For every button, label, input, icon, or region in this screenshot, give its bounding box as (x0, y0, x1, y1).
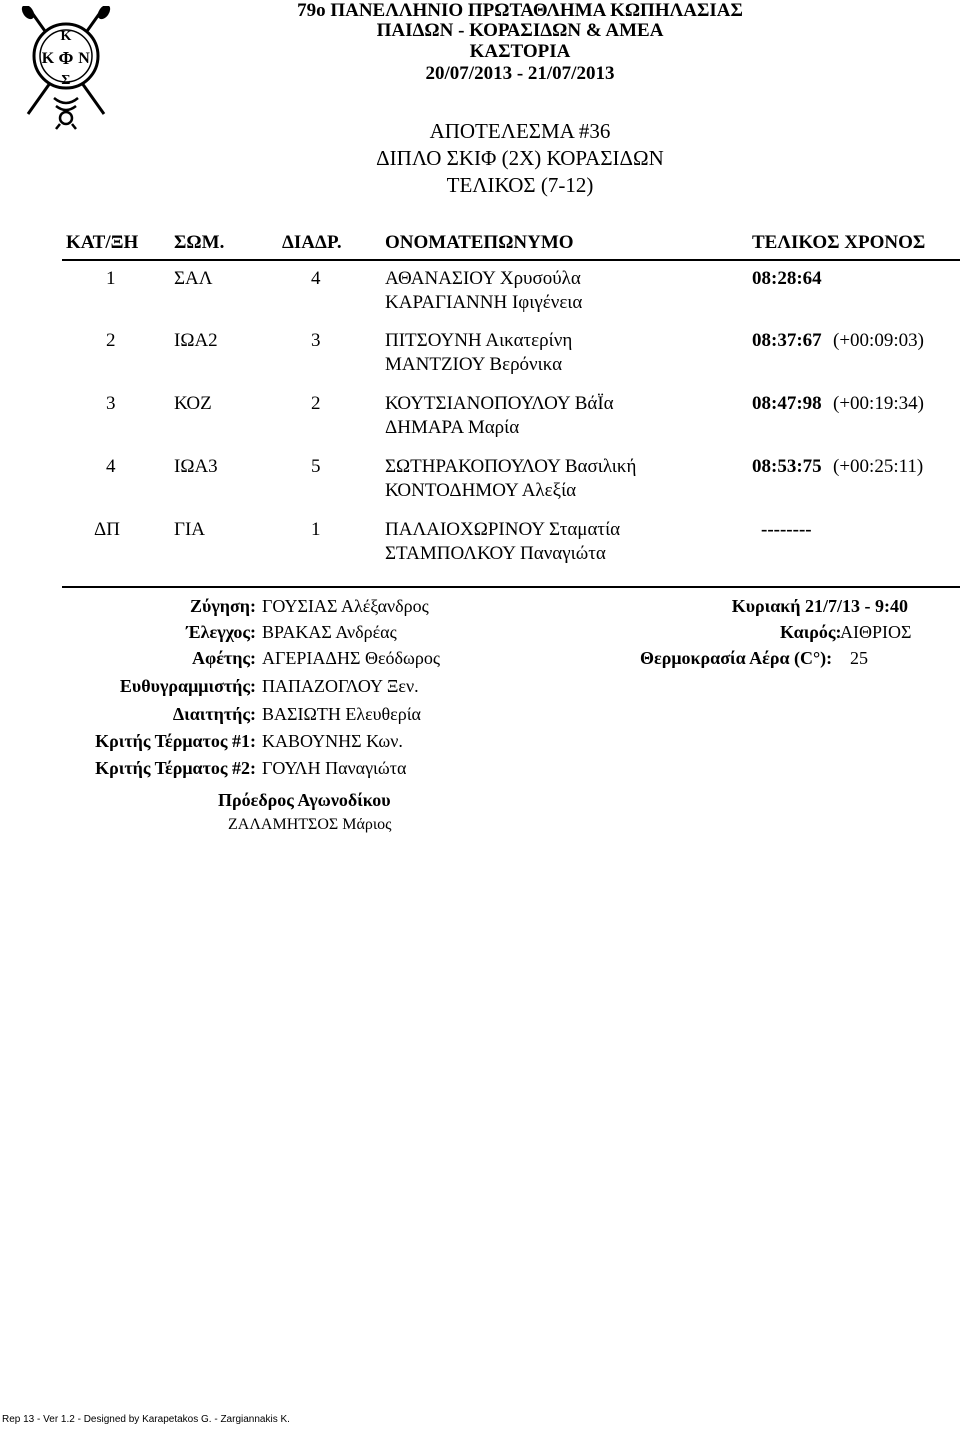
official-value: ΓΟΥΣΙΑΣ Αλέξανδρος (262, 596, 429, 616)
rank-cell: 4 (106, 456, 116, 477)
race-stage: ΤΕΛΙΚΟΣ (7-12) (446, 173, 594, 197)
rower-1-cell: ΚΟΥΤΣΙΑΝΟΠΟΥΛΟΥ ΒάΪα (385, 393, 614, 414)
official-label: Έλεγχος: (186, 622, 256, 642)
header-divider (62, 259, 960, 261)
svg-text:Φ: Φ (58, 48, 74, 68)
official-value: ΠΑΠΑΖΟΓΛΟΥ Ξεν. (262, 676, 419, 696)
column-header-rank: ΚΑΤ/ΞΗ (66, 232, 139, 253)
race-datetime: Κυριακή 21/7/13 - 9:40 (731, 596, 908, 616)
club-cell: ΓΙΑ (174, 519, 206, 540)
lane-cell: 1 (311, 519, 321, 540)
rower-1-cell: ΣΩΤΗΡΑΚΟΠΟΥΛΟΥ Βασιλική (385, 456, 637, 477)
federation-logo (20, 6, 112, 130)
official-value: ΓΟΥΛΗ Παναγιώτα (262, 758, 407, 778)
rower-2-cell: ΔΗΜΑΡΑ Μαρία (385, 417, 520, 438)
official-label: Ζύγηση: (190, 596, 256, 616)
official-value: ΚΑΒΟΥΝΗΣ Κων. (262, 731, 403, 751)
official-label: Κριτής Τέρματος #2: (95, 758, 256, 778)
lane-cell: 5 (311, 456, 321, 477)
column-header-time: ΤΕΛΙΚΟΣ ΧΡΟΝΟΣ (752, 232, 926, 253)
svg-text:Κ: Κ (41, 50, 55, 67)
rower-2-cell: ΚΟΝΤΟΔΗΜΟΥ Αλεξία (385, 480, 577, 501)
diff-cell: (+00:09:03) (833, 330, 924, 351)
footer-credits: Rep 13 - Ver 1.2 - Designed by Karapetakos G. - Zargiannakis K. (2, 1414, 290, 1425)
lane-cell: 3 (311, 330, 321, 351)
official-value: ΑΓΕΡΙΑΔΗΣ Θεόδωρος (262, 648, 440, 668)
official-label: Ευθυγραμμιστής: (119, 676, 256, 696)
rower-1-cell: ΑΘΑΝΑΣΙΟΥ Χρυσούλα (385, 268, 581, 289)
lane-cell: 2 (311, 393, 321, 414)
event-title: 79ο ΠΑΝΕΛΛΗΝΙΟ ΠΡΩΤΑΘΛΗΜΑ ΚΩΠΗΛΑΣΙΑΣ (297, 0, 743, 21)
time-cell: 08:37:67 (752, 330, 822, 351)
official-label: Κριτής Τέρματος #1: (95, 731, 256, 751)
club-cell: ΙΩΑ3 (174, 456, 218, 477)
column-header-name: ΟΝΟΜΑΤΕΠΩΝΥΜΟ (385, 232, 574, 253)
column-header-lane: ΔΙΑΔΡ. (282, 232, 342, 253)
time-cell: 08:53:75 (752, 456, 822, 477)
event-venue: ΚΑΣΤΟΡΙΑ (469, 41, 571, 62)
club-cell: ΙΩΑ2 (174, 330, 218, 351)
weather-label: Καιρός: (780, 622, 842, 642)
official-value: ΒΑΣΙΩΤΗ Ελευθερία (262, 704, 421, 724)
weather-value: ΑΙΘΡΙΟΣ (840, 622, 912, 642)
temperature-label: Θερμοκρασία Αέρα (C°): (640, 648, 833, 668)
time-cell: -------- (761, 519, 812, 540)
official-label: Διαιτητής: (172, 704, 256, 724)
results-divider (62, 586, 960, 588)
rower-1-cell: ΠΑΛΑΙΟΧΩΡΙΝΟΥ Σταματία (385, 519, 621, 540)
diff-cell: (+00:25:11) (833, 456, 924, 477)
event-categories: ΠΑΙΔΩΝ - ΚΟΡΑΣΙΔΩΝ & ΑΜΕΑ (376, 20, 664, 41)
temperature-value: 25 (850, 648, 868, 668)
result-title: ΑΠΟΤΕΛΕΣΜΑ #36 (429, 119, 611, 143)
lane-cell: 4 (311, 268, 321, 289)
president-title: Πρόεδρος Αγωνοδίκου (218, 790, 391, 810)
official-value: ΒΡΑΚΑΣ Ανδρέας (262, 622, 397, 642)
rank-cell: 2 (106, 330, 116, 351)
time-cell: 08:47:98 (752, 393, 822, 414)
rower-2-cell: ΚΑΡΑΓΙΑΝΝΗ Ιφιγένεια (385, 292, 583, 313)
official-label: Αφέτης: (191, 648, 256, 668)
boat-class: ΔΙΠΛΟ ΣΚΙΦ (2Χ) ΚΟΡΑΣΙΔΩΝ (376, 146, 664, 170)
event-dates: 20/07/2013 - 21/07/2013 (425, 63, 615, 84)
rank-cell: 1 (106, 268, 116, 289)
club-cell: ΣΑΛ (174, 268, 213, 289)
svg-text:Σ: Σ (61, 73, 71, 88)
rank-cell: 3 (106, 393, 116, 414)
rower-2-cell: ΣΤΑΜΠΟΛΚΟΥ Παναγιώτα (385, 543, 606, 564)
president-name: ΖΑΛΑΜΗΤΣΟΣ Μάριος (228, 816, 392, 833)
rower-2-cell: ΜΑΝΤΖΙΟΥ Βερόνικα (385, 354, 563, 375)
column-header-club: ΣΩΜ. (174, 232, 225, 253)
svg-text:Κ: Κ (60, 29, 72, 44)
rower-1-cell: ΠΙΤΣΟΥΝΗ Αικατερίνη (385, 330, 573, 351)
diff-cell: (+00:19:34) (833, 393, 924, 414)
club-cell: ΚΟΖ (174, 393, 212, 414)
svg-text:Ν: Ν (78, 50, 90, 67)
rank-cell: ΔΠ (94, 519, 120, 540)
time-cell: 08:28:64 (752, 268, 822, 289)
